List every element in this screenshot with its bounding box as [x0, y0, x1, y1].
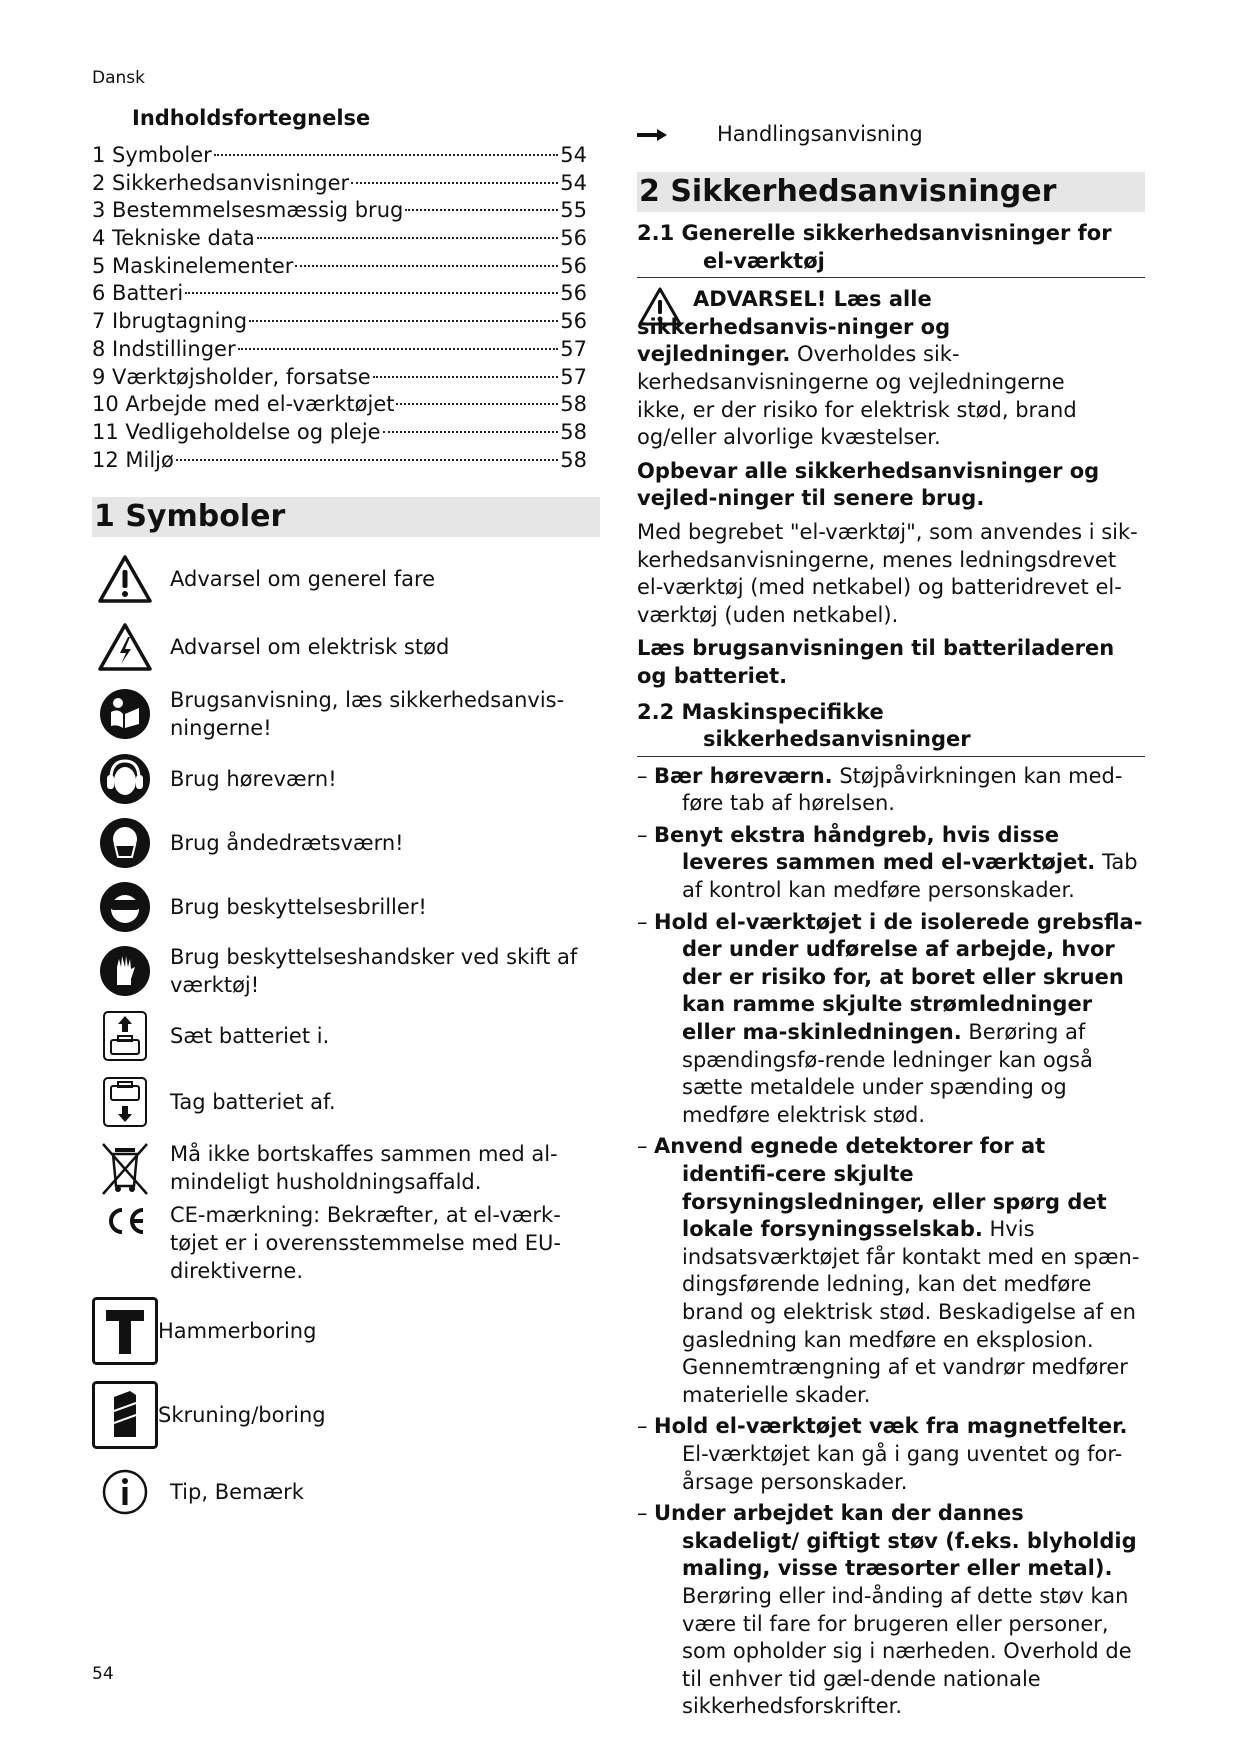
symbol-text: Advarsel om elektrisk stød: [170, 635, 450, 660]
symbol-text: Tip, Bemærk: [170, 1480, 304, 1505]
handling-row: [637, 118, 1145, 152]
toc-entry-label: 11 Vedligeholdelse og pleje: [92, 419, 381, 444]
symbol-row: [92, 613, 600, 681]
list-item: – Anvend egnede detektorer for at identifi-cere skjulte forsyningsledninger, eller spørg det lokale forsyningsselskab. Hvis indsatsværktøjet får kontakt med en spæn-dingsførende ledning, kan det medføre brand og elektrisk stød. Beskadigelse af en gasledning kan medføre en eksplosion. Gennemtrængning af et vandrør medfører materielle skader.: [637, 1134, 1140, 1407]
bullet-text: Tab af kontrol kan medføre personskader.: [682, 850, 1138, 903]
charger-note: Læs brugsanvisningen til batteriladeren og batteriet.: [637, 636, 1115, 688]
bullet-text: Berøring af spændingsfø-rende ledninger kan også sætte metaldele under spænding og medføre elektrisk stød.: [682, 1020, 1093, 1127]
symbol-text: Må ikke bortskaffes sammen med al-mindeligt husholdningsaffald.: [170, 1142, 558, 1195]
toc-entry-label: 2 Sikkerhedsanvisninger: [92, 170, 350, 195]
read-manual-icon: [92, 688, 158, 740]
toc-entry-label: 8 Indstillinger: [92, 336, 236, 361]
toc-entry-label: 6 Batteri: [92, 281, 184, 306]
table-of-contents: [92, 142, 587, 474]
toc-entry[interactable]: [92, 391, 587, 419]
subsection-line1: 2.1 Generelle sikkerhedsanvisninger for: [637, 221, 1112, 245]
respirator-icon: [92, 817, 158, 869]
symbols-list: [92, 545, 600, 1527]
subsection-line1: 2.2 Maskinspecifikke: [637, 699, 884, 724]
symbol-row: [92, 747, 600, 811]
left-column: [92, 104, 600, 1527]
toc-entry[interactable]: [92, 142, 587, 170]
toc-entry-label: 5 Maskinelementer: [92, 253, 294, 278]
symbol-row: [92, 811, 600, 875]
toc-entry-page: 58: [560, 392, 587, 417]
toc-entry-page: 55: [560, 198, 587, 223]
safety-bullets: [637, 763, 1145, 1721]
toc-entry-page: 57: [560, 336, 587, 361]
toc-entry[interactable]: [92, 419, 587, 447]
symbol-row: [92, 1135, 600, 1201]
symbol-row: [92, 1373, 600, 1457]
term-definition: Med begrebet "el-værktøj", som anvendes i sik-kerhedsanvisningerne, menes ledningsdrevet el-værktøj (med netkabel) og batteridrevet el-værktøj (uden netkabel).: [637, 519, 1138, 627]
symbol-text: Brugsanvisning, læs sikkerhedsanvis-ningerne!: [170, 688, 565, 741]
symbol-row: [92, 939, 600, 1003]
symbol-text: Skruning/boring: [158, 1403, 326, 1428]
right-column: [637, 118, 1145, 1725]
toc-entry[interactable]: [92, 225, 587, 253]
toc-entry-page: 57: [560, 364, 587, 389]
bullet-bold: Under arbejdet kan der dannes skadeligt/ giftigt støv (f.eks. blyholdig maling, visse træsorter eller metal).: [654, 1501, 1137, 1581]
bullet-text: El-værktøjet kan gå i gang uventet og for-årsage personskader.: [682, 1441, 1123, 1494]
symbol-row: [92, 545, 600, 613]
symbol-row: [92, 875, 600, 939]
action-arrow-icon: [637, 121, 717, 149]
screw-drilling-icon: [92, 1381, 158, 1449]
crossed-bin-icon: [92, 1140, 158, 1196]
toc-entry-label: 7 Ibrugtagning: [92, 309, 248, 334]
safety-goggles-icon: [92, 881, 158, 933]
warning-triangle-icon: [92, 554, 158, 604]
toc-entry-page: 54: [560, 143, 587, 167]
toc-entry-page: 58: [560, 419, 587, 444]
keep-instructions: Opbevar alle sikkerhedsanvisninger og vejled-ninger til senere brug.: [637, 458, 1100, 511]
gloves-icon: [92, 945, 158, 997]
symbol-text: Brug beskyttelseshandsker ved skift af værktøj!: [170, 945, 578, 998]
toc-entry[interactable]: [92, 197, 587, 225]
subsection-line2: el-værktøj: [703, 248, 825, 273]
bullet-bold: Bær høreværn.: [654, 763, 833, 788]
symbol-text: Brug åndedrætsværn!: [170, 831, 404, 856]
warning-block: [637, 286, 1145, 452]
toc-entry[interactable]: [92, 447, 587, 475]
toc-entry-page: 54: [560, 170, 587, 195]
symbols-heading: 1 Symboler: [92, 497, 600, 537]
handling-label: Handlingsanvisning: [717, 122, 923, 147]
bullet-bold: Hold el-værktøjet væk fra magnetfelter.: [654, 1414, 1128, 1439]
symbol-text: Hammerboring: [158, 1319, 317, 1344]
symbol-text: Brug høreværn!: [170, 767, 337, 792]
ce-mark-icon: [92, 1201, 158, 1235]
symbol-text: CE-mærkning: Bekræfter, at el-værk-tøjet er i overensstemmelse med EU-direktiverne.: [170, 1203, 561, 1284]
symbol-text: Advarsel om generel fare: [170, 567, 436, 592]
subsection-specific: [637, 699, 1145, 757]
toc-entry-label: 1 Symboler: [92, 143, 212, 167]
toc-entry[interactable]: [92, 336, 587, 364]
symbol-text: Sæt batteriet i.: [170, 1024, 330, 1049]
hammer-drilling-icon: [92, 1297, 158, 1365]
toc-entry[interactable]: [92, 280, 587, 308]
list-item: – Bær høreværn. Støjpåvirkningen kan med-føre tab af hørelsen.: [637, 763, 1123, 816]
warning-text: Overholdes sik-kerhedsanvisningerne og vejledningerne ikke, er der risiko for elektrisk stød, brand og/eller alvorlige kvæstelser.: [637, 342, 1077, 450]
symbol-text: Tag batteriet af.: [170, 1090, 336, 1115]
symbol-text: Brug beskyttelsesbriller!: [170, 895, 427, 920]
toc-title: Indholdsfortegnelse: [132, 106, 371, 130]
battery-insert-icon: [92, 1010, 158, 1062]
toc-entry-page: 56: [560, 309, 587, 334]
subsection-general: [637, 220, 1145, 278]
symbol-row: [92, 1457, 600, 1527]
subsection-line2: sikkerhedsanvisninger: [703, 727, 971, 752]
list-item: – Benyt ekstra håndgreb, hvis disse leveres sammen med el-værktøjet. Tab af kontrol kan medføre personskader.: [637, 822, 1138, 903]
battery-remove-icon: [92, 1076, 158, 1128]
info-icon: [92, 1469, 158, 1515]
toc-entry[interactable]: [92, 170, 587, 198]
bullet-text: Berøring eller ind-ånding af dette støv kan være til fare for brugeren eller personer, som opholder sig i nærheden. Overhold de til enhver tid gæl-dende nationale sikkerhedsforskrifter.: [682, 1583, 1132, 1719]
toc-entry[interactable]: [92, 308, 587, 336]
list-item: – Under arbejdet kan der dannes skadeligt/ giftigt støv (f.eks. blyholdig maling, visse træsorter eller metal). Berøring eller ind-ånding af dette støv kan være til fare for brugeren eller personer, som opholder sig i nærheden. Overhold de til enhver tid gæl-dende nationale sikkerhedsforskrifter.: [637, 1501, 1137, 1719]
toc-entry-page: 56: [560, 226, 587, 251]
toc-entry-page: 58: [560, 447, 587, 472]
bullet-text: Hvis indsatsværktøjet får kontakt med en spæn-dingsførende ledning, kan det medføre brand og elektrisk stød. Beskadigelse af en gasledning kan medføre en eksplosion. Gennemtrængning af et vandrør medfører materielle skader.: [682, 1217, 1140, 1407]
symbol-row: [92, 1289, 600, 1373]
symbol-row: [92, 1003, 600, 1069]
page-number: 54: [92, 1664, 114, 1684]
electric-shock-warning-icon: [92, 622, 158, 672]
ear-protection-icon: [92, 753, 158, 805]
toc-entry-label: 9 Værktøjsholder, forsatse: [92, 364, 371, 389]
symbol-row: [92, 1069, 600, 1135]
bullet-bold: Anvend egnede detektorer for at identifi-cere skjulte forsyningsledninger, eller spørg det lokale forsyningsselskab.: [654, 1134, 1107, 1242]
language-label: Dansk: [92, 68, 145, 88]
symbol-row: [92, 681, 600, 747]
toc-entry-label: 4 Tekniske data: [92, 226, 255, 251]
toc-entry-label: 10 Arbejde med el-værktøjet: [92, 392, 395, 417]
bullet-bold: Hold el-værktøjet i de isolerede grebsfla-der under udførelse af arbejde, hvor der er risiko for, at boret eller skruen kan ramme skjulte strømledninger eller ma-skinledningen.: [654, 909, 1143, 1045]
toc-entry-page: 56: [560, 253, 587, 278]
toc-entry-label: 3 Bestemmelsesmæssig brug: [92, 198, 404, 223]
list-item: – Hold el-værktøjet væk fra magnetfelter. El-værktøjet kan gå i gang uventet og for-årsage personskader.: [637, 1414, 1128, 1494]
warning-bold: ADVARSEL! Læs alle sikkerhedsanvis-ninger og vejledninger.: [637, 287, 951, 367]
symbol-row: [92, 1201, 600, 1289]
bullet-bold: Benyt ekstra håndgreb, hvis disse leveres sammen med el-værktøjet.: [654, 822, 1096, 875]
toc-entry[interactable]: [92, 253, 587, 281]
toc-entry-label: 12 Miljø: [92, 447, 174, 472]
list-item: – Hold el-værktøjet i de isolerede grebsfla-der under udførelse af arbejde, hvor der er risiko for, at boret eller skruen kan ramme skjulte strømledninger eller ma-skinledningen. Berøring af spændingsfø-rende ledninger kan også sætte metaldele under spænding og medføre elektrisk stød.: [637, 909, 1143, 1127]
toc-entry[interactable]: [92, 364, 587, 392]
safety-heading: 2 Sikkerhedsanvisninger: [637, 172, 1145, 212]
toc-entry-page: 56: [560, 281, 587, 306]
bullet-text: Støjpåvirkningen kan med-føre tab af hørelsen.: [682, 763, 1123, 816]
